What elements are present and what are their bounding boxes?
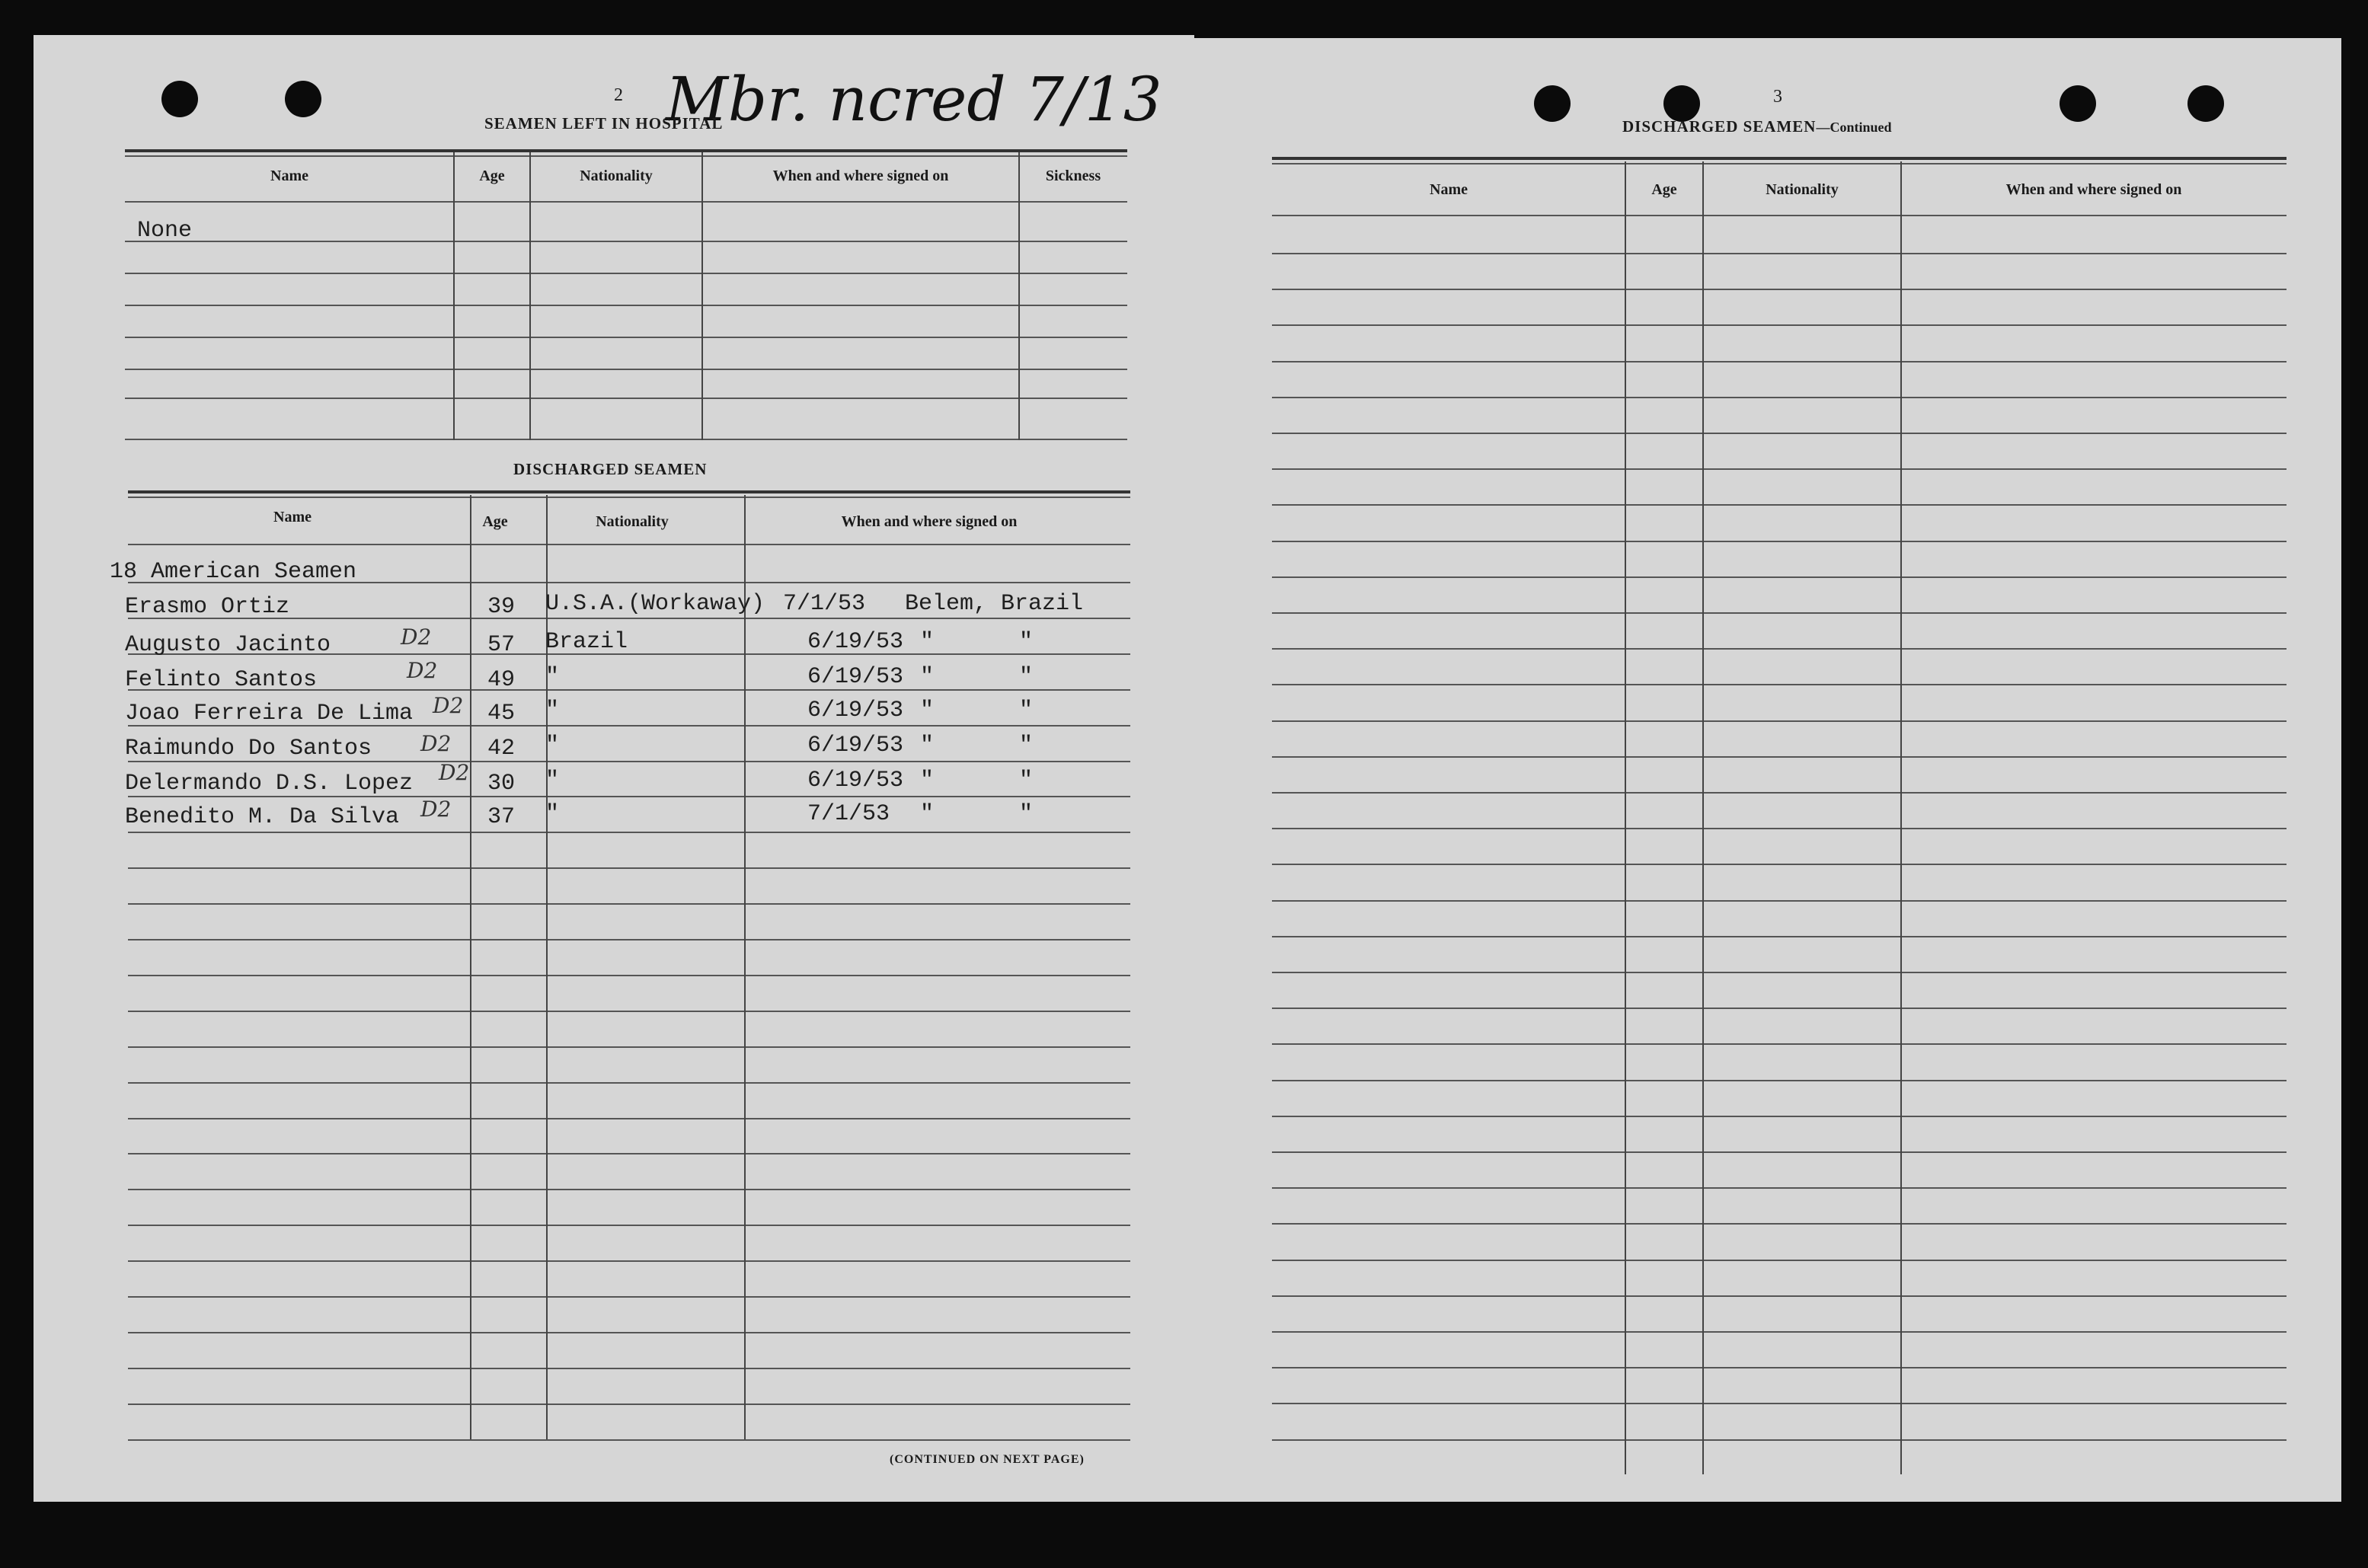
- signed-place: Belem, Brazil: [905, 591, 1084, 617]
- rule-line: [1272, 1331, 2287, 1333]
- rule-line: [1272, 468, 2287, 470]
- seaman-age: 49: [487, 667, 516, 693]
- col-age: Age: [1651, 181, 1677, 198]
- seaman-nationality: ": [545, 801, 560, 827]
- col-age: Age: [479, 168, 505, 184]
- rule-line: [128, 1046, 1130, 1048]
- group-line: 18 American Seamen: [110, 559, 357, 585]
- punch-hole: [1534, 85, 1571, 122]
- rule-line: [1272, 433, 2287, 434]
- rule-line: [128, 1368, 1130, 1369]
- ditto: ": [1019, 733, 1034, 758]
- rule-line: [1272, 504, 2287, 506]
- rule-line: [1272, 397, 2287, 398]
- hospital-entry: None: [137, 218, 193, 244]
- rule-line: [1272, 864, 2287, 865]
- rule-line: [128, 903, 1130, 905]
- rule-line: [1272, 1439, 2287, 1441]
- rule-line: [1272, 936, 2287, 937]
- rule-line: [1272, 648, 2287, 650]
- seaman-age: 42: [487, 736, 516, 762]
- d2-mark: D2: [439, 760, 470, 785]
- page-number: 2: [614, 85, 623, 105]
- rule-line: [1272, 1367, 2287, 1368]
- seaman-name: Augusto Jacinto: [125, 632, 331, 658]
- punch-hole: [285, 81, 321, 117]
- hospital-section-title: SEAMEN LEFT IN HOSPITAL: [484, 114, 724, 133]
- rule-line: [128, 832, 1130, 833]
- handwritten-note: Mbr. ncred 7/13: [666, 64, 1162, 135]
- rule-line: [1272, 541, 2287, 542]
- d2-mark: D2: [401, 624, 432, 650]
- rule-line: [1272, 1223, 2287, 1225]
- right-page: [1190, 38, 2341, 1502]
- rule-line: [1272, 361, 2287, 362]
- seaman-name: Raimundo Do Santos: [125, 736, 372, 762]
- signed-place: ": [920, 664, 935, 690]
- seaman-nationality: Brazil: [545, 629, 628, 655]
- d2-mark: D2: [407, 658, 438, 683]
- rule-line: [128, 1011, 1130, 1012]
- rule-line: [1272, 792, 2287, 794]
- punch-hole: [161, 81, 198, 117]
- rule-line: [128, 1153, 1130, 1154]
- rule-line: [1272, 324, 2287, 326]
- rule-line: [1272, 756, 2287, 758]
- title-main: DISCHARGED SEAMEN: [1622, 117, 1817, 136]
- rule-line: [1272, 1403, 2287, 1404]
- rule-line: [1272, 253, 2287, 254]
- rule-line: [128, 867, 1130, 869]
- rule-line: [1272, 1260, 2287, 1261]
- seaman-name: Delermando D.S. Lopez: [125, 771, 414, 797]
- rule-line: [1272, 900, 2287, 902]
- rule-line: [128, 1082, 1130, 1084]
- ditto: ": [1019, 801, 1034, 827]
- rule-line: [1272, 576, 2287, 578]
- rule-line: [1272, 828, 2287, 829]
- col-signed-on: When and where signed on: [772, 168, 949, 184]
- col-nationality: Nationality: [1766, 181, 1839, 198]
- rule-line: [1272, 684, 2287, 685]
- signed-date: 7/1/53: [807, 801, 890, 827]
- seaman-name: Felinto Santos: [125, 667, 318, 693]
- rule-line: [128, 1225, 1130, 1226]
- rule-line: [1272, 289, 2287, 290]
- ditto: ": [1019, 664, 1034, 690]
- rule-line: [1272, 1043, 2287, 1045]
- ditto: ": [1019, 768, 1034, 794]
- signed-date: 7/1/53: [783, 591, 866, 617]
- rule-line: [1272, 1151, 2287, 1153]
- rule-line: [128, 1404, 1130, 1405]
- page-number: 3: [1773, 87, 1782, 107]
- seaman-name: Joao Ferreira De Lima: [125, 701, 414, 727]
- punch-hole: [1663, 85, 1700, 122]
- title-tail: —Continued: [1816, 120, 1892, 135]
- seaman-nationality: ": [545, 733, 560, 758]
- col-signed-on: When and where signed on: [2005, 181, 2182, 198]
- rule-line: [1272, 612, 2287, 614]
- signed-date: 6/19/53: [807, 629, 904, 655]
- punch-hole: [2187, 85, 2224, 122]
- signed-date: 6/19/53: [807, 664, 904, 690]
- discharged-section-title: DISCHARGED SEAMEN: [513, 460, 708, 478]
- signed-place: ": [920, 733, 935, 758]
- rule-line: [1272, 1187, 2287, 1189]
- rule-line: [1272, 1008, 2287, 1009]
- seaman-nationality: ": [545, 664, 560, 690]
- seaman-age: 57: [487, 632, 516, 658]
- signed-place: ": [920, 629, 935, 655]
- col-name: Name: [270, 168, 308, 184]
- left-page: [34, 35, 1194, 1502]
- col-sickness: Sickness: [1045, 168, 1101, 184]
- continued-footer: (CONTINUED ON NEXT PAGE): [890, 1453, 1085, 1466]
- signed-date: 6/19/53: [807, 733, 904, 758]
- d2-mark: D2: [420, 797, 452, 822]
- rule: [125, 149, 1127, 152]
- rule: [125, 155, 1127, 157]
- seaman-age: 37: [487, 804, 516, 830]
- rule-line: [1272, 720, 2287, 722]
- col-age: Age: [482, 513, 508, 530]
- seaman-name: Erasmo Ortiz: [125, 594, 290, 620]
- col-nationality: Nationality: [580, 168, 653, 184]
- rule-line: [1272, 972, 2287, 973]
- seaman-nationality: U.S.A.(Workaway): [545, 591, 765, 617]
- rule-line: [128, 939, 1130, 940]
- discharged-continued-title: [1622, 117, 1891, 136]
- ditto: ": [1019, 629, 1034, 655]
- rule-line: [128, 1189, 1130, 1190]
- signed-date: 6/19/53: [807, 768, 904, 794]
- rule-line: [128, 1332, 1130, 1333]
- rule-line: [1272, 1295, 2287, 1297]
- signed-date: 6/19/53: [807, 698, 904, 723]
- seaman-nationality: ": [545, 698, 560, 723]
- col-name: Name: [273, 509, 312, 525]
- rule-line: [128, 1118, 1130, 1119]
- d2-mark: D2: [420, 731, 452, 756]
- seaman-age: 30: [487, 771, 516, 797]
- rule-line: [128, 1260, 1130, 1262]
- rule-line: [128, 1439, 1130, 1441]
- col-nationality: Nationality: [596, 513, 669, 530]
- signed-place: ": [920, 698, 935, 723]
- rule-line: [1272, 1080, 2287, 1081]
- rule-line: [128, 975, 1130, 976]
- col-name: Name: [1430, 181, 1468, 198]
- seaman-name: Benedito M. Da Silva: [125, 804, 400, 830]
- d2-mark: D2: [433, 693, 464, 718]
- col-signed-on: When and where signed on: [841, 513, 1018, 530]
- seaman-age: 39: [487, 594, 516, 620]
- seaman-nationality: ": [545, 768, 560, 794]
- ditto: ": [1019, 698, 1034, 723]
- seaman-age: 45: [487, 701, 516, 727]
- rule-line: [1272, 1116, 2287, 1117]
- punch-hole: [2060, 85, 2096, 122]
- signed-place: ": [920, 768, 935, 794]
- signed-place: ": [920, 801, 935, 827]
- rule-line: [128, 1296, 1130, 1298]
